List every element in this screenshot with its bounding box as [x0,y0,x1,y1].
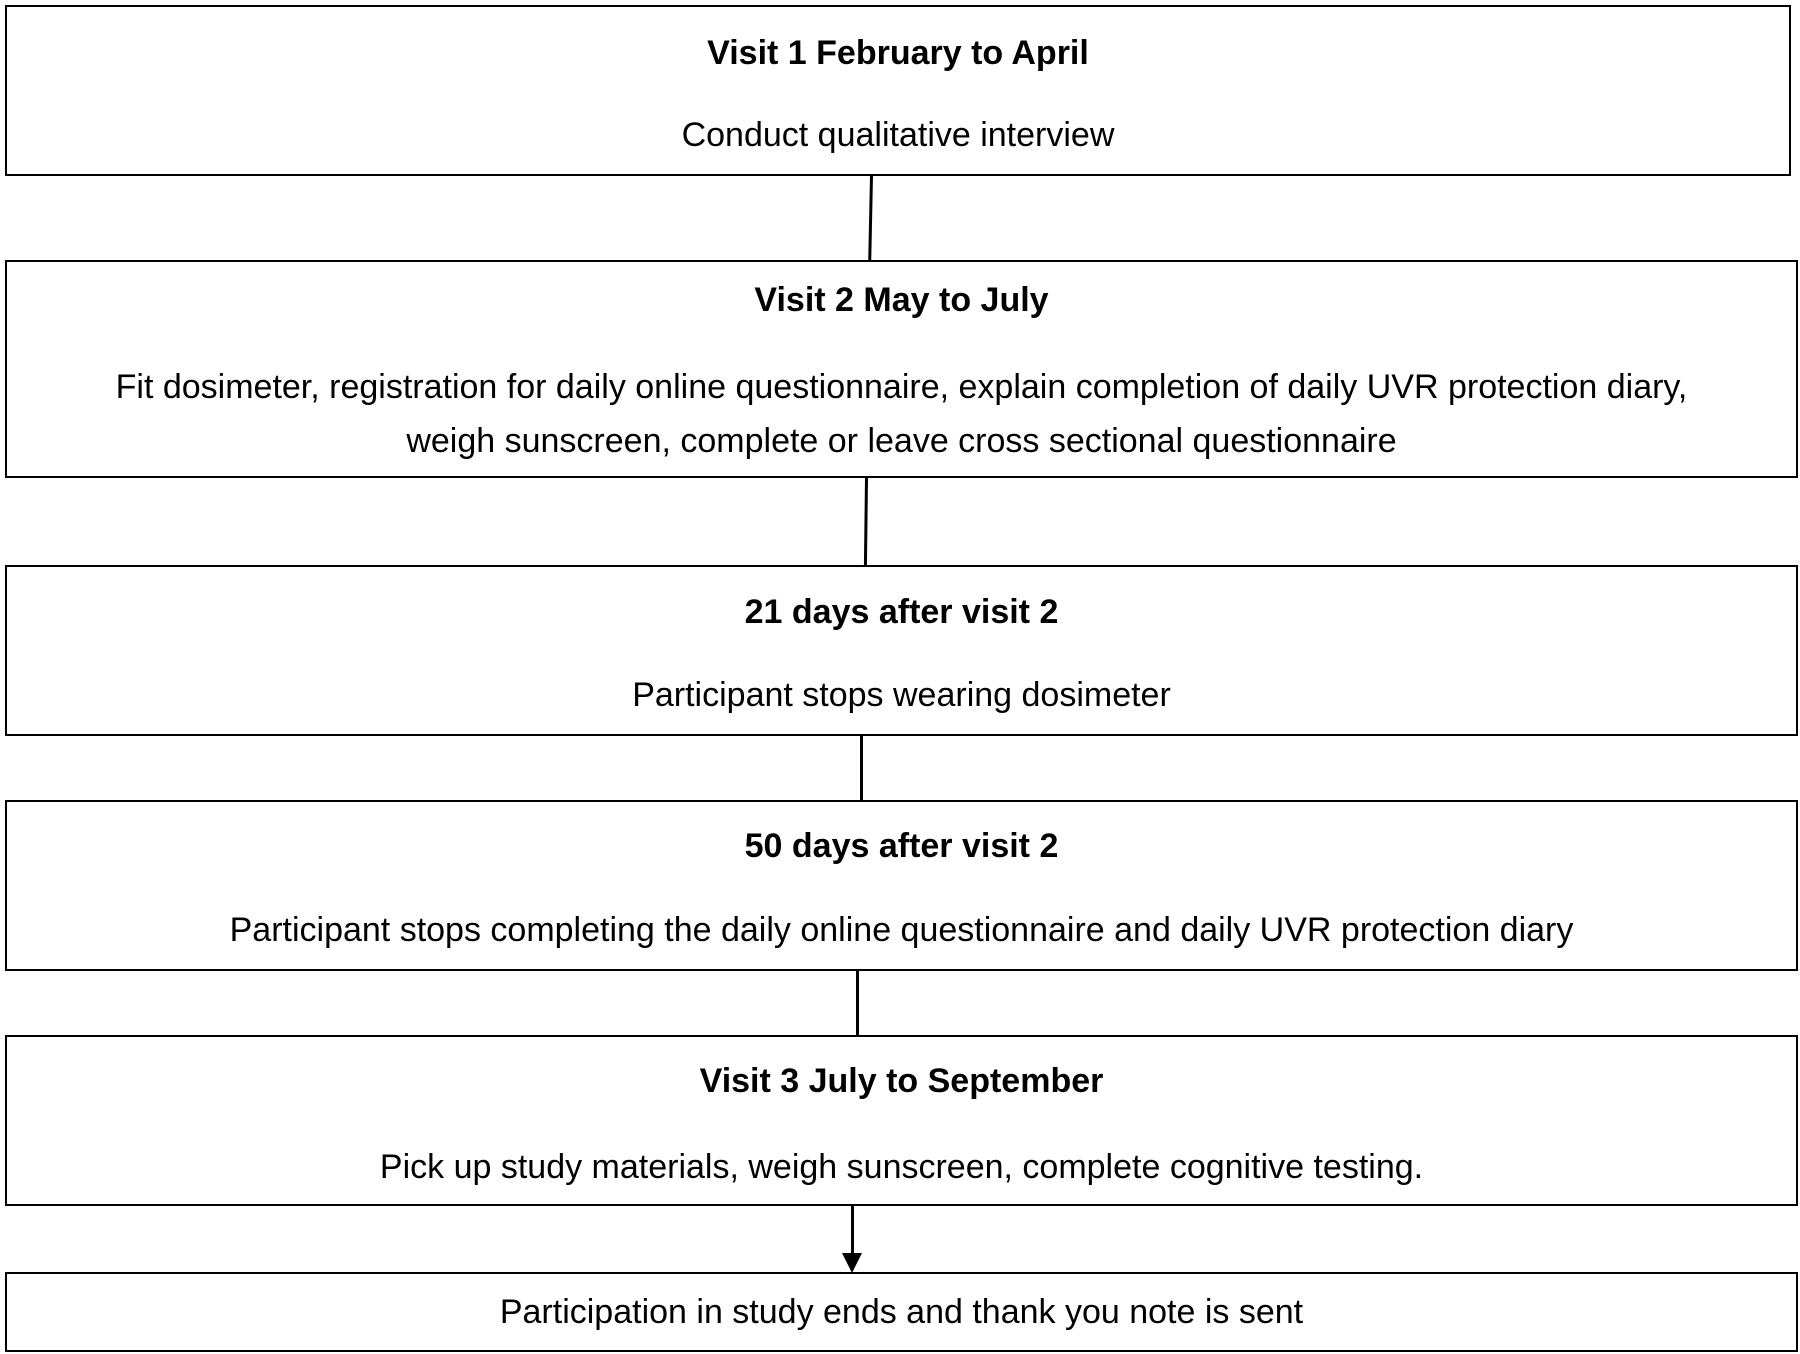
step-box-21-days [5,565,1798,736]
step-box-visit-3 [5,1035,1798,1206]
step-title: 50 days after visit 2 [744,827,1059,865]
step-description: Participation in study ends and thank you note is sent [499,1293,1304,1331]
step-title: Visit 1 February to April [707,34,1089,72]
connector-line [860,736,863,800]
step-title: Visit 3 July to September [699,1062,1104,1100]
connector-line [856,971,859,1035]
step-description: Fit dosimeter, registration for daily online questionnaire, explain completion of daily UVR protection diary, weigh sunscreen, complete or leave cross sectional questionnaire [115,368,1688,460]
step-description: Participant stops wearing dosimeter [632,676,1171,714]
step-title: Visit 2 May to July [754,281,1049,319]
step-title: 21 days after visit 2 [744,593,1059,631]
step-description: Pick up study materials, weigh sunscreen, complete cognitive testing. [379,1148,1424,1186]
connector-line [868,176,872,260]
step-description: Participant stops completing the daily online questionnaire and daily UVR protection diary [229,911,1574,949]
connector-line [864,478,868,565]
step-box-study-end [5,1272,1798,1352]
arrow-down-icon [842,1253,862,1273]
step-box-visit-1 [5,5,1791,176]
step-box-50-days [5,800,1798,971]
step-description: Conduct qualitative interview [681,116,1115,154]
step-box-visit-2 [5,260,1798,478]
connector-line [851,1206,854,1256]
